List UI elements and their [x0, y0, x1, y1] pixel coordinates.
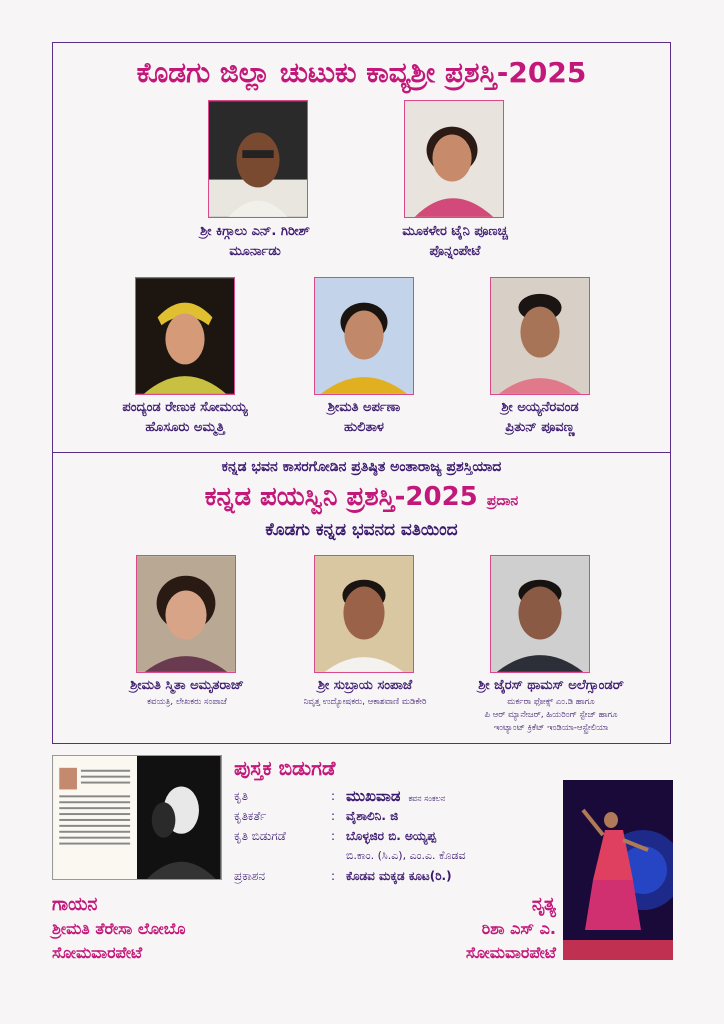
book-info-value: ಬೊಳ್ಳಜಿರ ಬಿ. ಅಯ್ಯಪ್ಪ [346, 829, 437, 843]
singer-name: ಶ್ರೀಮತಿ ತೆರೇಸಾ ಲೋಬೊ [52, 919, 186, 938]
recipient-photo-2 [404, 100, 504, 218]
colon: : [331, 869, 336, 883]
award2-organizer: ಕೊಡಗು ಕನ್ನಡ ಭವನದ ವತಿಯಿಂದ [265, 520, 458, 540]
recipient-desc: ಇಂಟ್ಯಾಂಟ್ ಕ್ರಿಕೆಟ್ ಇಂಡಿಯಾ-ಆಸ್ಟ್ರೇಲಿಯಾ [493, 723, 609, 733]
dancer-name: ರಿಶಾ ಎಸ್ ಎ. [481, 919, 556, 938]
singer-label: ಗಾಯನ [52, 894, 98, 915]
award2-caption-1 [92, 676, 282, 709]
dance-label: ನೃತ್ಯ [531, 894, 556, 915]
recipient-caption-5 [460, 398, 620, 438]
award2-intro: ಕನ್ನಡ ಭವನ ಕಾಸರಗೋಡಿನ ಪ್ರತಿಷ್ಠಿತ ಅಂತಾರಾಜ್ಯ ಪ್ರಶಸ್ತಿಯಾದ [221, 459, 502, 475]
recipient-desc: ಕವಯತ್ರಿ, ಲೇಖಕರು ಸಂಪಾಜೆ [147, 697, 227, 707]
recipient-desc: ಮರ್ಕರಾ ಫೋಕ್ಸ್ ಎಂ.ಡಿ ಹಾಗೂ [507, 697, 595, 707]
award2-caption-2 [270, 676, 460, 709]
award2-photo-1 [136, 555, 236, 673]
recipient-caption-4 [284, 398, 444, 438]
book-info-label: ಕೃತಿ [234, 789, 248, 803]
dancer-place: ಸೋಮವಾರಪೇಟೆ [465, 943, 556, 962]
book-cover-image [52, 755, 222, 880]
award2-title-main: ಕನ್ನಡ ಪಯಸ್ವಿನಿ ಪ್ರಶಸ್ತಿ-2025 [204, 482, 478, 512]
book-title-value: ಮುಖವಾಡ [346, 787, 401, 805]
recipient-name: ಶ್ರೀಮತಿ ಸ್ಮಿತಾ ಅಮೃತರಾಜ್ [130, 678, 244, 693]
book-info-value: ಬಿ.ಕಾಂ. (ಸಿ.ಎ), ಎಂ.ಎ. ಕೊಡವ [346, 849, 466, 862]
award2-caption-3 [442, 676, 660, 735]
book-info-value: ಕೊಡವ ಮಕ್ಕಡ ಕೂಟ(ರಿ.) [346, 869, 452, 883]
recipient-name: ಶ್ರೀ ಕಿಗ್ಗಾಲು ಎನ್. ಗಿರೀಶ್ [200, 224, 310, 239]
recipient-name: ಶ್ರೀ ಅಯ್ಯನೆರವಂಡ [501, 400, 579, 415]
award2-photo-2 [314, 555, 414, 673]
recipient-place: ಹೊಸೂರು ಅಮ್ಮತ್ತಿ [145, 420, 225, 435]
colon: : [331, 789, 336, 803]
section-divider [52, 452, 671, 453]
recipient-caption-3 [78, 398, 292, 438]
award2-title [52, 482, 671, 513]
recipient-name: ಶ್ರೀಮತಿ ಅರ್ಪಣಾ [327, 400, 401, 415]
recipient-photo-3 [135, 277, 235, 395]
dancer-photo [563, 780, 673, 960]
award2-photo-3 [490, 555, 590, 673]
recipient-desc: ಪಿ ಆರ್ ಮ್ಯಾನೇಜರ್, ಹಿಯರಿಂಗ್ ಸ್ಟೇಜ್ ಹಾಗೂ [484, 710, 618, 720]
recipient-place: ಹುಲಿತಾಳ [344, 420, 384, 435]
recipient-place: ಪೊನ್ನಂಪೇಟೆ [429, 244, 481, 259]
recipient-photo-5 [490, 277, 590, 395]
colon: : [331, 809, 336, 823]
recipient-name: ಪಂದ್ಯಂಡ ರೇಣುಕ ಸೋಮಯ್ಯ [122, 400, 248, 415]
book-genre: ಕವನ ಸಂಕಲನ [408, 794, 446, 803]
award1-title: ಕೊಡಗು ಜಿಲ್ಲಾ ಚುಟುಕು ಕಾವ್ಯಶ್ರೀ ಪ್ರಶಸ್ತಿ-2025 [136, 56, 587, 89]
recipient-place: ಪ್ರಿತುನ್ ಪೂವಣ್ಣ [505, 420, 575, 435]
recipient-name: ಮೂಕಳೇರ ಟೈನಿ ಪೂಣಚ್ಚ [402, 224, 508, 239]
book-info-label: ಕೃತಿಕರ್ತೆ [234, 809, 267, 823]
award2-title-tail: ಪ್ರದಾನ [486, 493, 519, 509]
recipient-photo-4 [314, 277, 414, 395]
colon: : [331, 829, 336, 843]
book-info-label: ಕೃತಿ ಬಿಡುಗಡೆ [234, 829, 286, 843]
recipient-caption-2 [355, 222, 555, 262]
recipient-caption-1 [150, 222, 360, 262]
recipient-place: ಮೂರ್ನಾಡು [229, 244, 281, 259]
dance-block [466, 893, 556, 965]
recipient-name: ಶ್ರೀ ಸುಬ್ರಾಯ ಸಂಪಾಜೆ [317, 678, 413, 693]
book-info-label: ಪ್ರಕಾಶನ [234, 869, 266, 883]
singer-block [52, 893, 186, 965]
singer-place: ಸೋಮವಾರಪೇಟೆ [52, 943, 143, 962]
recipient-photo-1 [208, 100, 308, 218]
recipient-desc: ನಿವೃತ್ತ ಉದ್ಯೋಷಕರು, ಆಕಾಶವಾಣಿ ಮಡಿಕೇರಿ [303, 697, 427, 707]
book-info-value: ವೈಶಾಲಿನಿ. ಜಿ [346, 809, 399, 823]
recipient-name: ಶ್ರೀ ಜೈರಸ್ ಥಾಮಸ್ ಅಲೆಗ್ಸಾಂಡರ್ [478, 678, 624, 693]
book-release-heading: ಪುಸ್ತಕ ಬಿಡುಗಡೆ [234, 756, 336, 780]
